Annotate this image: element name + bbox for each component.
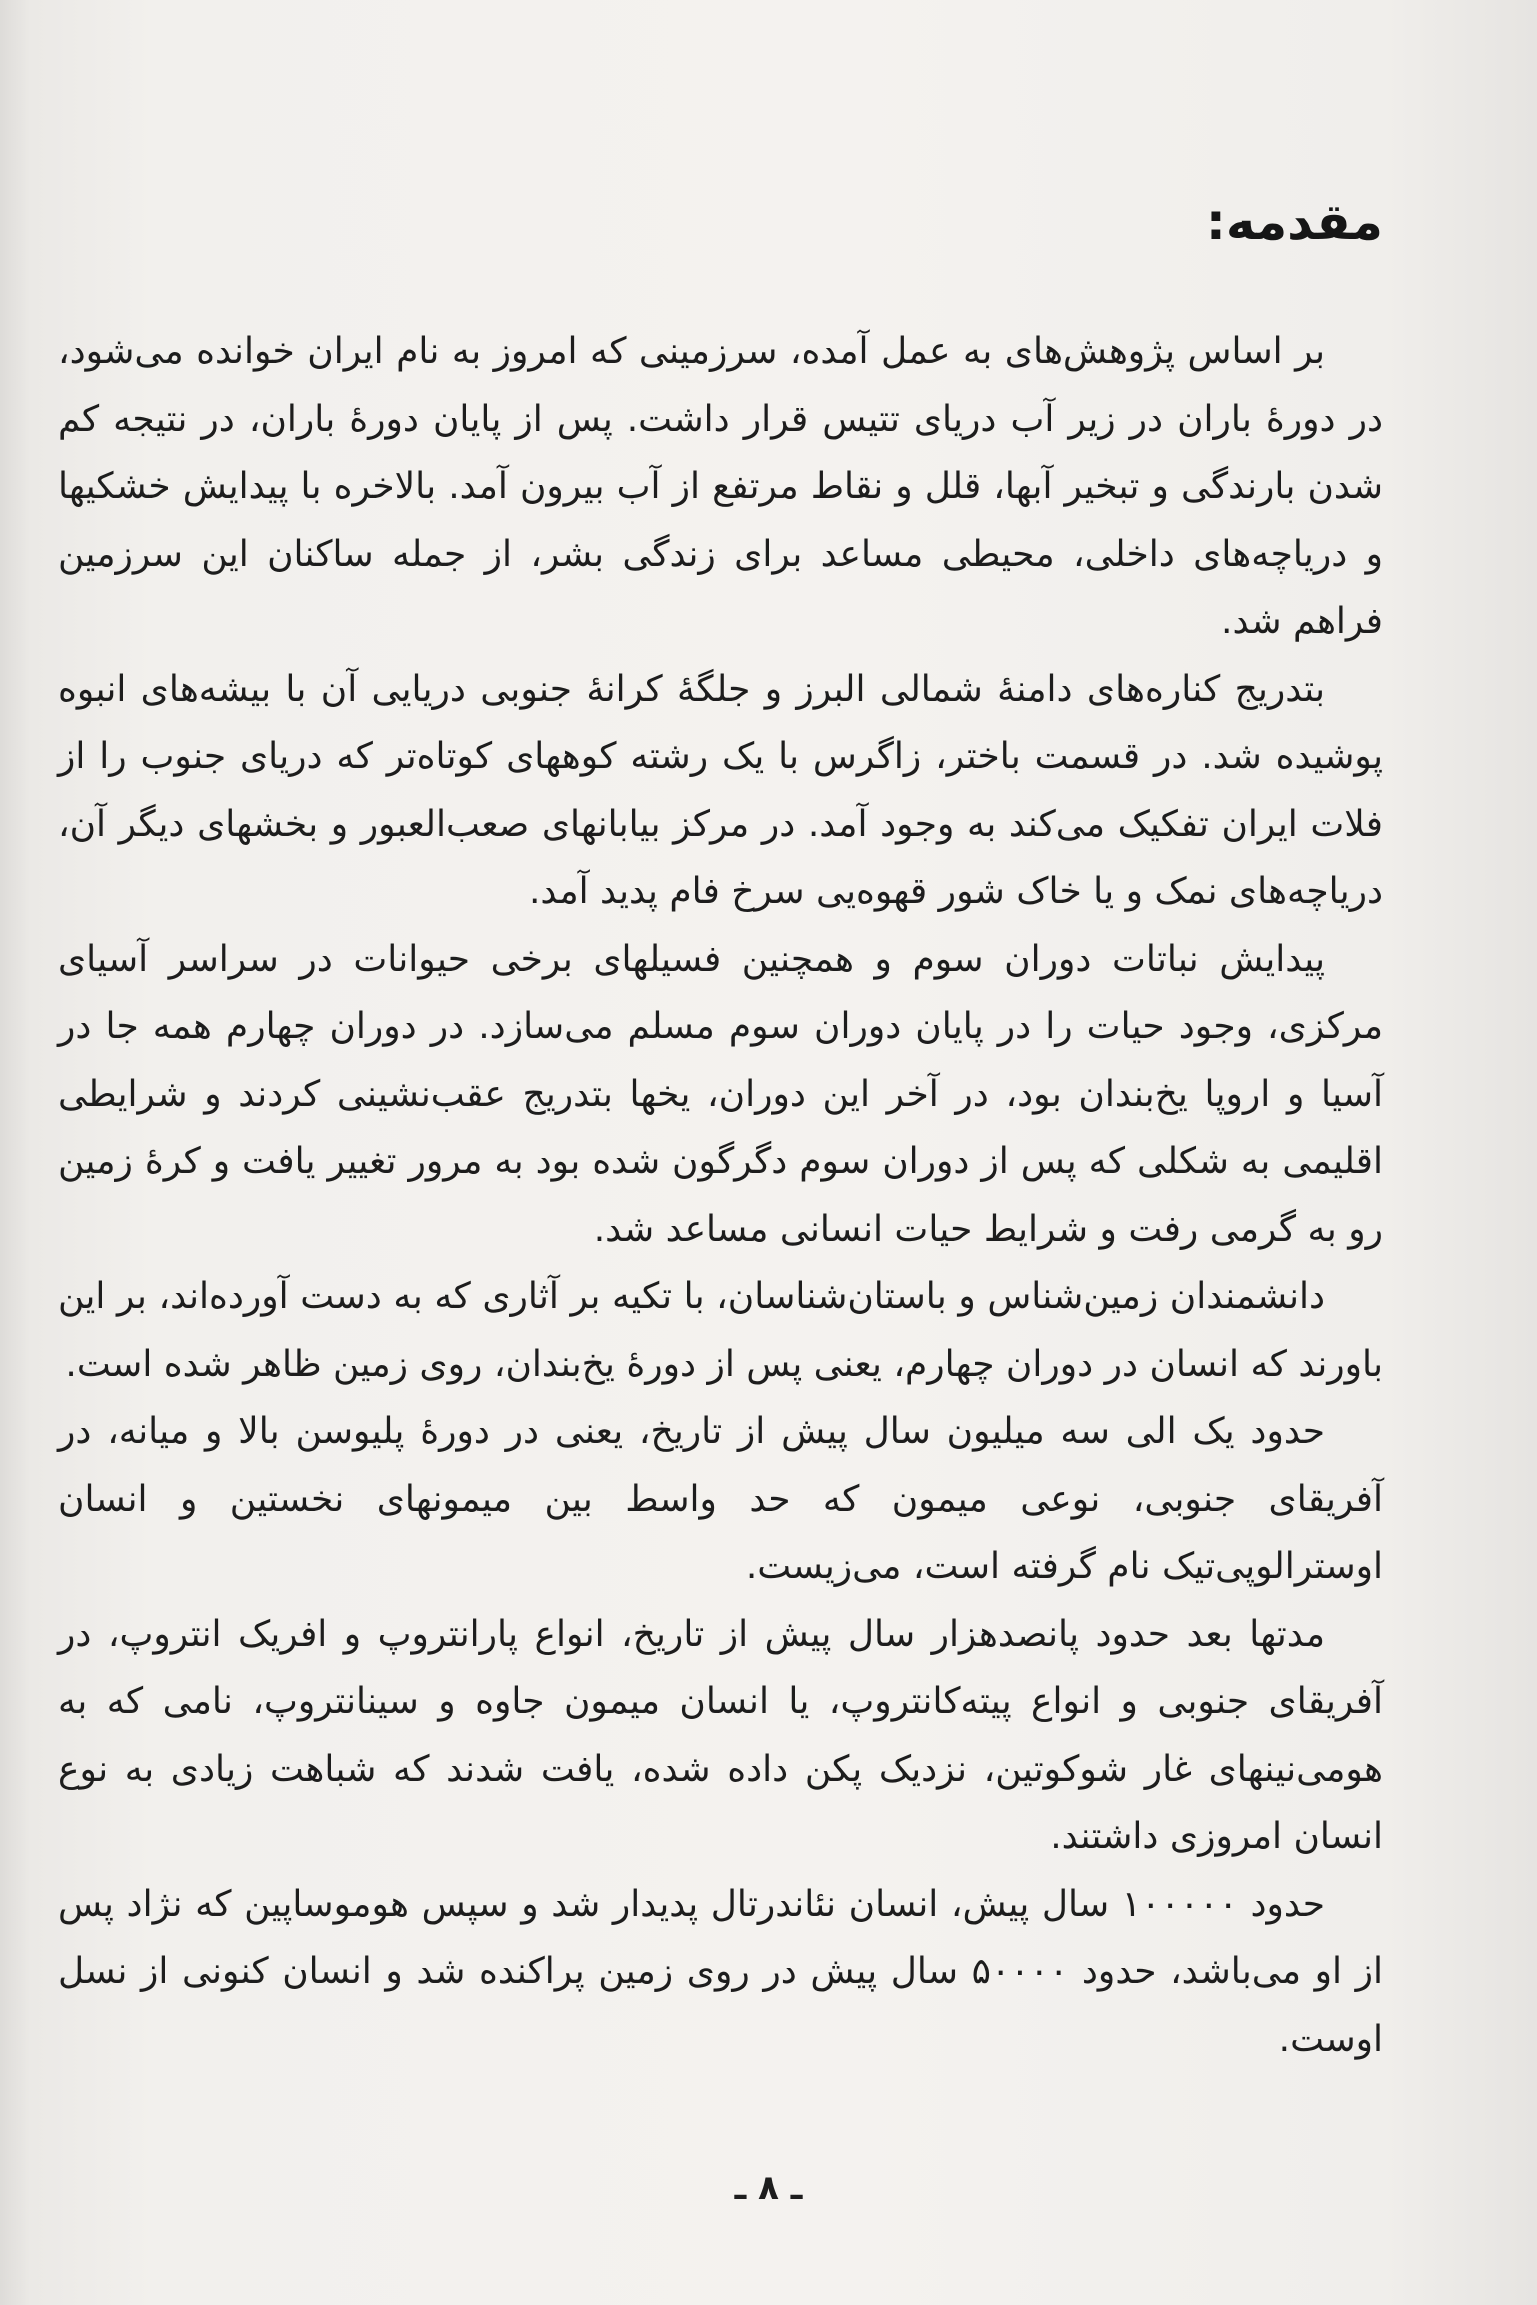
page-body — [58, 182, 1383, 2073]
section-heading: مقدمه: — [1205, 193, 1383, 251]
paragraph-4: دانشمندان زمین‌شناس و باستان‌شناسان، با تکیه بر آثاری که به دست آورده‌اند، بر این باورند که انسان در دوران چهارم، یعنی پس از دورهٔ یخ‌بندان، روی زمین ظاهر شده است. — [58, 1276, 1383, 1385]
paragraph-6: مدتها بعد حدود پانصدهزار سال پیش از تاریخ، انواع پارانتروپ و افریک انتروپ، در آفریقای جنوبی و انواع پیته‌کانتروپ، یا انسان میمون جاوه و سینانتروپ، نامی که به هومی‌نینهای غار شوکوتین، نزدیک پکن داده شده، یافت شدند که شباهت زیادی به نوع انسان امروزی داشتند. — [58, 1613, 1383, 1857]
paragraph-1: بر اساس پژوهش‌های به عمل آمده، سرزمینی که امروز به نام ایران خوانده می‌شود، در دورهٔ باران در زیر آب دریای تتیس قرار داشت. پس از پایان دورهٔ باران، در نتیجه کم شدن بارندگی و تبخیر آبها، قلل و نقاط مرتفع از آب بیرون آمد. بالاخره با پیدایش خشکیها و دریاچه‌های داخلی، محیطی مساعد برای زندگی بشر، از جمله ساکنان این سرزمین فراهم شد. — [58, 331, 1383, 642]
page-gutter-shadow — [0, 0, 30, 2305]
paragraph-2: بتدریج کناره‌های دامنهٔ شمالی البرز و جلگهٔ کرانهٔ جنوبی دریایی آن با بیشه‌های انبوه پوشیده شد. در قسمت باختر، زاگرس با یک رشته کوههای کوتاه‌تر که دریای جنوب را از فلات ایران تفکیک می‌کند به وجود آمد. در مرکز بیابانهای صعب‌العبور و بخشهای دیگر آن، دریاچه‌های نمک و یا خاک شور قهوه‌یی سرخ فام پدید آمد. — [58, 668, 1383, 912]
paragraph-7: حدود ۱۰۰۰۰۰ سال پیش، انسان نئاندرتال پدیدار شد و سپس هوموساپین که نژاد پس از او می‌باشد، حدود ۵۰۰۰۰ سال پیش در روی زمین پراکنده شد و انسان کنونی از نسل اوست. — [58, 1883, 1383, 2060]
paragraph-5: حدود یک الی سه میلیون سال پیش از تاریخ، یعنی در دورهٔ پلیوسن بالا و میانه، در آفریقای جنوبی، نوعی میمون که حد واسط بین میمونهای نخستین و انسان اوسترالوپی‌تیک نام گرفته است، می‌زیست. — [58, 1411, 1383, 1587]
page-number: ـ ۸ ـ — [734, 2168, 803, 2208]
paragraph-3: پیدایش نباتات دوران سوم و همچنین فسیلهای برخی حیوانات در سراسر آسیای مرکزی، وجود حیات را در پایان دوران سوم مسلم می‌سازد. در دوران چهارم همه جا در آسیا و اروپا یخ‌بندان بود، در آخر این دوران، یخها بتدریج عقب‌نشینی کردند و شرایطی اقلیمی به شکلی که پس از دوران سوم دگرگون شده بود به مرور تغییر یافت و کرهٔ زمین رو به گرمی رفت و شرایط حیات انسانی مساعد شد. — [58, 938, 1383, 1250]
